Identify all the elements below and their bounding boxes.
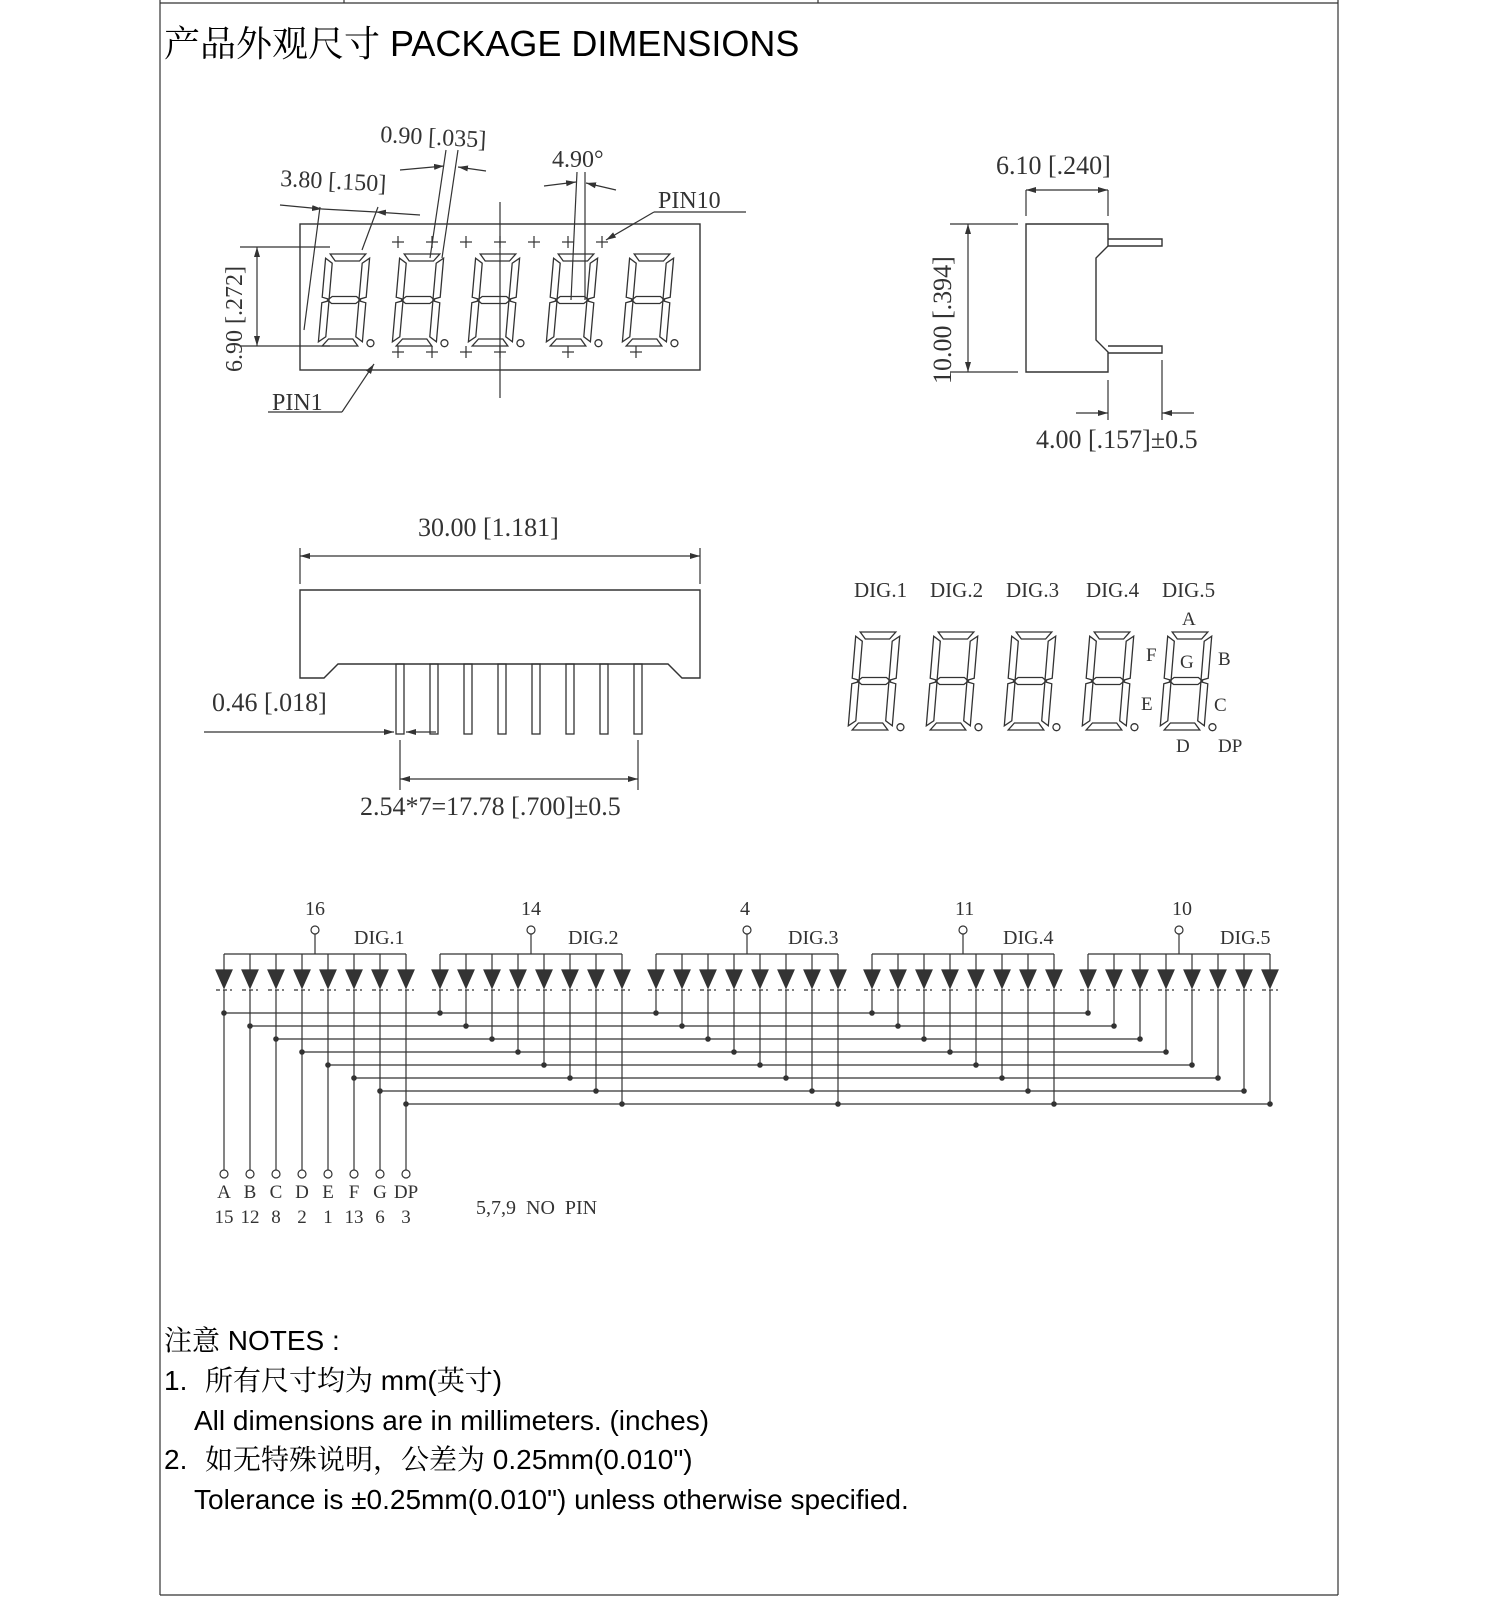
segment-f bbox=[550, 258, 560, 299]
led-diode bbox=[372, 970, 388, 988]
common-pin-terminal bbox=[959, 926, 967, 934]
segment-pin-name: F bbox=[348, 1182, 360, 1203]
bottom-pin bbox=[464, 664, 472, 734]
side-pin-bottom bbox=[1108, 346, 1162, 353]
segment-b bbox=[889, 636, 900, 680]
led-diode bbox=[242, 970, 258, 988]
segment-pin-number: 1 bbox=[323, 1207, 333, 1228]
segment-dp bbox=[897, 724, 904, 731]
pin-position-mark bbox=[528, 236, 540, 248]
map-digit-label: DIG.4 bbox=[1086, 578, 1140, 602]
segment-dp bbox=[975, 724, 982, 731]
segment-label-c: C bbox=[1214, 695, 1227, 716]
segment-a bbox=[860, 632, 896, 639]
segment-d bbox=[1086, 723, 1122, 730]
segment-c bbox=[356, 301, 366, 342]
segment-f bbox=[472, 258, 482, 299]
dim-side-height-label: 10.00 [.394] bbox=[928, 256, 957, 384]
led-diode bbox=[994, 970, 1010, 988]
side-view bbox=[950, 190, 1194, 420]
pin10-label: PIN10 bbox=[658, 188, 721, 214]
segment-label-a: A bbox=[1182, 609, 1196, 630]
side-pin-top bbox=[1108, 239, 1162, 246]
segment-pin-number: 6 bbox=[375, 1207, 385, 1228]
segment-label-f: F bbox=[1146, 645, 1157, 666]
dim-segment-pitch-label: 0.90 [.035] bbox=[379, 122, 487, 154]
segment-c bbox=[430, 301, 440, 342]
dim-pin-diameter-label: 0.46 [.018] bbox=[212, 688, 327, 717]
seven-segment-digit bbox=[1004, 632, 1060, 731]
led-diode bbox=[1132, 970, 1148, 988]
dim-pin-span-label: 2.54*7=17.78 [.700]±0.5 bbox=[360, 792, 621, 821]
segment-pin-number: 3 bbox=[401, 1207, 411, 1228]
segment-f bbox=[1086, 636, 1096, 680]
circuit-digit-label: DIG.2 bbox=[568, 927, 619, 949]
segment-b bbox=[1123, 636, 1134, 680]
map-digit-label: DIG.3 bbox=[1006, 578, 1060, 602]
front-view bbox=[222, 122, 746, 416]
notes-title: 注意 NOTES : bbox=[164, 1325, 340, 1356]
led-diode bbox=[216, 970, 232, 988]
led-diode bbox=[432, 970, 448, 988]
segment-a bbox=[1094, 632, 1130, 639]
led-diode bbox=[614, 970, 630, 988]
segment-b bbox=[433, 258, 444, 299]
segment-d bbox=[396, 339, 432, 346]
seven-segment-digit bbox=[622, 254, 678, 347]
led-diode bbox=[1106, 970, 1122, 988]
segment-map bbox=[848, 578, 1242, 757]
led-diode bbox=[778, 970, 794, 988]
digit-group bbox=[1080, 926, 1278, 1107]
segment-pin-terminal bbox=[402, 1170, 410, 1178]
note-1-number: 1. bbox=[164, 1365, 188, 1396]
segment-dp bbox=[1131, 724, 1138, 731]
circuit-digit-label: DIG.3 bbox=[788, 927, 839, 949]
segment-f bbox=[322, 258, 332, 299]
seven-segment-digit bbox=[848, 632, 904, 731]
segment-pin-terminal bbox=[350, 1170, 358, 1178]
segment-a bbox=[938, 632, 974, 639]
digit-group bbox=[216, 926, 414, 1107]
note-2-english: Tolerance is ±0.25mm(0.010") unless otherwise specified. bbox=[194, 1484, 909, 1515]
segment-e bbox=[1160, 682, 1171, 726]
digit-pin-number: 4 bbox=[740, 898, 750, 920]
segment-map-digit-labels bbox=[854, 578, 1215, 602]
segment-d bbox=[322, 339, 358, 346]
dim-front-height-label: 6.90 [.272] bbox=[222, 266, 248, 372]
led-diode bbox=[398, 970, 414, 988]
no-pin-note: 5,7,9 NO PIN bbox=[476, 1197, 598, 1219]
segment-pin-terminal bbox=[298, 1170, 306, 1178]
note-2-chinese: 如无特殊说明，公差为 0.25mm(0.010") bbox=[205, 1444, 693, 1475]
segment-f bbox=[396, 258, 406, 299]
segment-a bbox=[558, 254, 594, 261]
led-diode bbox=[1158, 970, 1174, 988]
led-diode bbox=[968, 970, 984, 988]
segment-letter-labels bbox=[1141, 609, 1242, 757]
segment-d bbox=[1164, 723, 1200, 730]
common-pin-terminal bbox=[1175, 926, 1183, 934]
notes bbox=[164, 1325, 909, 1515]
segment-e bbox=[1082, 682, 1093, 726]
led-diode bbox=[1020, 970, 1036, 988]
led-diode bbox=[458, 970, 474, 988]
dim-bottom-width-label: 30.00 [1.181] bbox=[418, 513, 559, 542]
segment-dp bbox=[441, 340, 448, 347]
segment-d bbox=[550, 339, 586, 346]
led-diode bbox=[346, 970, 362, 988]
segment-pin-number: 8 bbox=[271, 1207, 281, 1228]
segment-pin-terminal bbox=[246, 1170, 254, 1178]
segment-c bbox=[886, 682, 896, 726]
pin1-label: PIN1 bbox=[272, 390, 323, 416]
led-diode bbox=[1236, 970, 1252, 988]
bottom-pin bbox=[498, 664, 506, 734]
led-diode bbox=[268, 970, 284, 988]
note-2-number: 2. bbox=[164, 1444, 188, 1475]
segment-g bbox=[478, 297, 511, 304]
led-diode bbox=[726, 970, 742, 988]
segment-pin-number: 13 bbox=[344, 1207, 364, 1228]
segment-a bbox=[404, 254, 440, 261]
dim-slant-angle-label: 4.90° bbox=[552, 147, 604, 173]
bottom-pins bbox=[396, 664, 642, 734]
segment-g bbox=[328, 297, 361, 304]
dim-slant-angle bbox=[544, 172, 616, 300]
led-diode bbox=[648, 970, 664, 988]
seven-segment-digit bbox=[926, 632, 982, 731]
dim-side-depth-label: 6.10 [.240] bbox=[996, 151, 1111, 180]
segment-g bbox=[1014, 678, 1047, 685]
segment-c bbox=[1120, 682, 1130, 726]
segment-pin-name: A bbox=[217, 1182, 231, 1203]
pin-position-mark bbox=[630, 346, 642, 358]
segment-f bbox=[852, 636, 862, 680]
dim-digit-width-label: 3.80 [.150] bbox=[279, 166, 387, 198]
segment-dp bbox=[1209, 724, 1216, 731]
led-diode bbox=[1210, 970, 1226, 988]
led-diode bbox=[1184, 970, 1200, 988]
led-diode bbox=[942, 970, 958, 988]
segment-e bbox=[1004, 682, 1015, 726]
map-digit-label: DIG.2 bbox=[930, 578, 984, 602]
bottom-pin bbox=[430, 664, 438, 734]
page-title: 产品外观尺寸 PACKAGE DIMENSIONS bbox=[164, 23, 800, 64]
segment-f bbox=[1008, 636, 1018, 680]
segment-c bbox=[584, 301, 594, 342]
segment-pin-terminal bbox=[272, 1170, 280, 1178]
circuit-digit-label: DIG.5 bbox=[1220, 927, 1271, 949]
led-diode bbox=[294, 970, 310, 988]
pin-position-mark bbox=[460, 346, 472, 358]
seven-segment-digit bbox=[1160, 632, 1216, 731]
led-diode bbox=[864, 970, 880, 988]
pin10-leader bbox=[606, 212, 746, 240]
common-pin-terminal bbox=[527, 926, 535, 934]
segment-pin-name: D bbox=[295, 1182, 309, 1203]
pin-position-mark bbox=[562, 346, 574, 358]
segment-g bbox=[402, 297, 435, 304]
led-diode bbox=[674, 970, 690, 988]
segment-pin-name: G bbox=[373, 1182, 387, 1203]
segment-g bbox=[1170, 678, 1203, 685]
segment-label-g: G bbox=[1180, 652, 1194, 673]
segment-c bbox=[964, 682, 974, 726]
seven-segment-digit bbox=[1082, 632, 1138, 731]
segment-pin-number: 15 bbox=[214, 1207, 234, 1228]
segment-map-digits bbox=[848, 632, 1216, 731]
segment-g bbox=[936, 678, 969, 685]
segment-g bbox=[556, 297, 589, 304]
map-digit-label: DIG.1 bbox=[854, 578, 908, 602]
segment-b bbox=[359, 258, 370, 299]
side-body-outline bbox=[1026, 224, 1108, 372]
segment-dp bbox=[671, 340, 678, 347]
digit-pin-number: 11 bbox=[955, 898, 975, 920]
digit-pin-number: 16 bbox=[305, 898, 325, 920]
circuit-digit-label: DIG.4 bbox=[1003, 927, 1054, 949]
digit-group bbox=[864, 926, 1062, 1107]
seven-segment-digit bbox=[392, 254, 448, 347]
segment-f bbox=[626, 258, 636, 299]
bottom-pin bbox=[396, 664, 404, 734]
led-diode bbox=[700, 970, 716, 988]
pin-position-mark bbox=[460, 236, 472, 248]
bottom-pin bbox=[566, 664, 574, 734]
led-diode bbox=[1080, 970, 1096, 988]
pin-position-mark bbox=[392, 236, 404, 248]
segment-b bbox=[967, 636, 978, 680]
digit-group bbox=[432, 926, 630, 1107]
segment-a bbox=[480, 254, 516, 261]
segment-e bbox=[318, 301, 329, 342]
circuit-digit-label: DIG.1 bbox=[354, 927, 405, 949]
segment-e bbox=[926, 682, 937, 726]
segment-label-e: E bbox=[1141, 694, 1153, 715]
segment-d bbox=[626, 339, 662, 346]
common-pin-terminal bbox=[743, 926, 751, 934]
segment-b bbox=[509, 258, 520, 299]
segment-a bbox=[330, 254, 366, 261]
led-diode bbox=[320, 970, 336, 988]
bottom-pin bbox=[634, 664, 642, 734]
segment-f bbox=[1164, 636, 1174, 680]
segment-label-d: D bbox=[1176, 736, 1190, 757]
segment-e bbox=[392, 301, 403, 342]
led-diode bbox=[804, 970, 820, 988]
front-digits bbox=[318, 254, 678, 347]
segment-dp bbox=[367, 340, 374, 347]
segment-c bbox=[1198, 682, 1208, 726]
dim-front-height bbox=[240, 247, 330, 346]
led-diode bbox=[510, 970, 526, 988]
segment-dp bbox=[1053, 724, 1060, 731]
seven-segment-digit bbox=[318, 254, 374, 347]
segment-pin-number: 2 bbox=[297, 1207, 307, 1228]
segment-pin-name: E bbox=[322, 1182, 334, 1203]
digit-pin-number: 10 bbox=[1172, 898, 1192, 920]
pin-position-mark bbox=[392, 346, 404, 358]
pin-position-mark bbox=[562, 236, 574, 248]
segment-e bbox=[848, 682, 859, 726]
led-diode bbox=[830, 970, 846, 988]
segment-g bbox=[632, 297, 665, 304]
segment-g bbox=[1092, 678, 1125, 685]
led-diode bbox=[484, 970, 500, 988]
seven-segment-digit bbox=[546, 254, 602, 347]
seven-segment-digit bbox=[468, 254, 524, 347]
segment-pin-name: B bbox=[243, 1182, 257, 1203]
segment-c bbox=[660, 301, 670, 342]
digit-group bbox=[648, 926, 846, 1107]
internal-circuit bbox=[216, 926, 1278, 1178]
bottom-view bbox=[204, 548, 700, 790]
bottom-pin bbox=[532, 664, 540, 734]
note-1-english: All dimensions are in millimeters. (inches) bbox=[194, 1405, 710, 1436]
segment-d bbox=[852, 723, 888, 730]
dim-pin-length-label: 4.00 [.157]±0.5 bbox=[1036, 425, 1198, 454]
digit-pin-labels bbox=[305, 898, 1271, 949]
segment-label-dp: DP bbox=[1218, 736, 1243, 757]
led-diode bbox=[890, 970, 906, 988]
segment-b bbox=[1201, 636, 1212, 680]
segment-pin-number: 12 bbox=[240, 1207, 260, 1228]
segment-pin-name: C bbox=[269, 1182, 283, 1203]
led-diode bbox=[752, 970, 768, 988]
segment-b bbox=[1045, 636, 1056, 680]
segment-c bbox=[506, 301, 516, 342]
led-diode bbox=[588, 970, 604, 988]
map-digit-label: DIG.5 bbox=[1162, 578, 1216, 602]
segment-a bbox=[634, 254, 670, 261]
segment-e bbox=[468, 301, 479, 342]
segment-pin-terminal bbox=[376, 1170, 384, 1178]
segment-e bbox=[546, 301, 557, 342]
digit-pin-number: 14 bbox=[521, 898, 541, 920]
segment-pin-terminal bbox=[324, 1170, 332, 1178]
segment-d bbox=[1008, 723, 1044, 730]
note-1-chinese: 所有尺寸均为 mm(英寸) bbox=[205, 1365, 503, 1396]
segment-label-b: B bbox=[1218, 649, 1231, 670]
segment-e bbox=[622, 301, 633, 342]
segment-pin-terminal bbox=[220, 1170, 228, 1178]
pin-position-mark bbox=[426, 346, 438, 358]
segment-dp bbox=[595, 340, 602, 347]
dim-segment-pitch bbox=[400, 150, 486, 258]
led-diode bbox=[562, 970, 578, 988]
segment-d bbox=[472, 339, 508, 346]
segment-g bbox=[858, 678, 891, 685]
segment-a bbox=[1016, 632, 1052, 639]
segment-b bbox=[587, 258, 598, 299]
segment-pin-labels bbox=[215, 1182, 419, 1228]
led-diode bbox=[1046, 970, 1062, 988]
led-diode bbox=[536, 970, 552, 988]
segment-b bbox=[663, 258, 674, 299]
common-pin-terminal bbox=[311, 926, 319, 934]
led-diode bbox=[1262, 970, 1278, 988]
segment-a bbox=[1172, 632, 1208, 639]
led-diode bbox=[916, 970, 932, 988]
segment-dp bbox=[517, 340, 524, 347]
segment-f bbox=[930, 636, 940, 680]
bottom-body-outline bbox=[300, 590, 700, 678]
segment-pin-name: DP bbox=[393, 1182, 419, 1203]
bottom-pin bbox=[600, 664, 608, 734]
segment-d bbox=[930, 723, 966, 730]
pin-position-mark bbox=[596, 236, 608, 248]
segment-c bbox=[1042, 682, 1052, 726]
